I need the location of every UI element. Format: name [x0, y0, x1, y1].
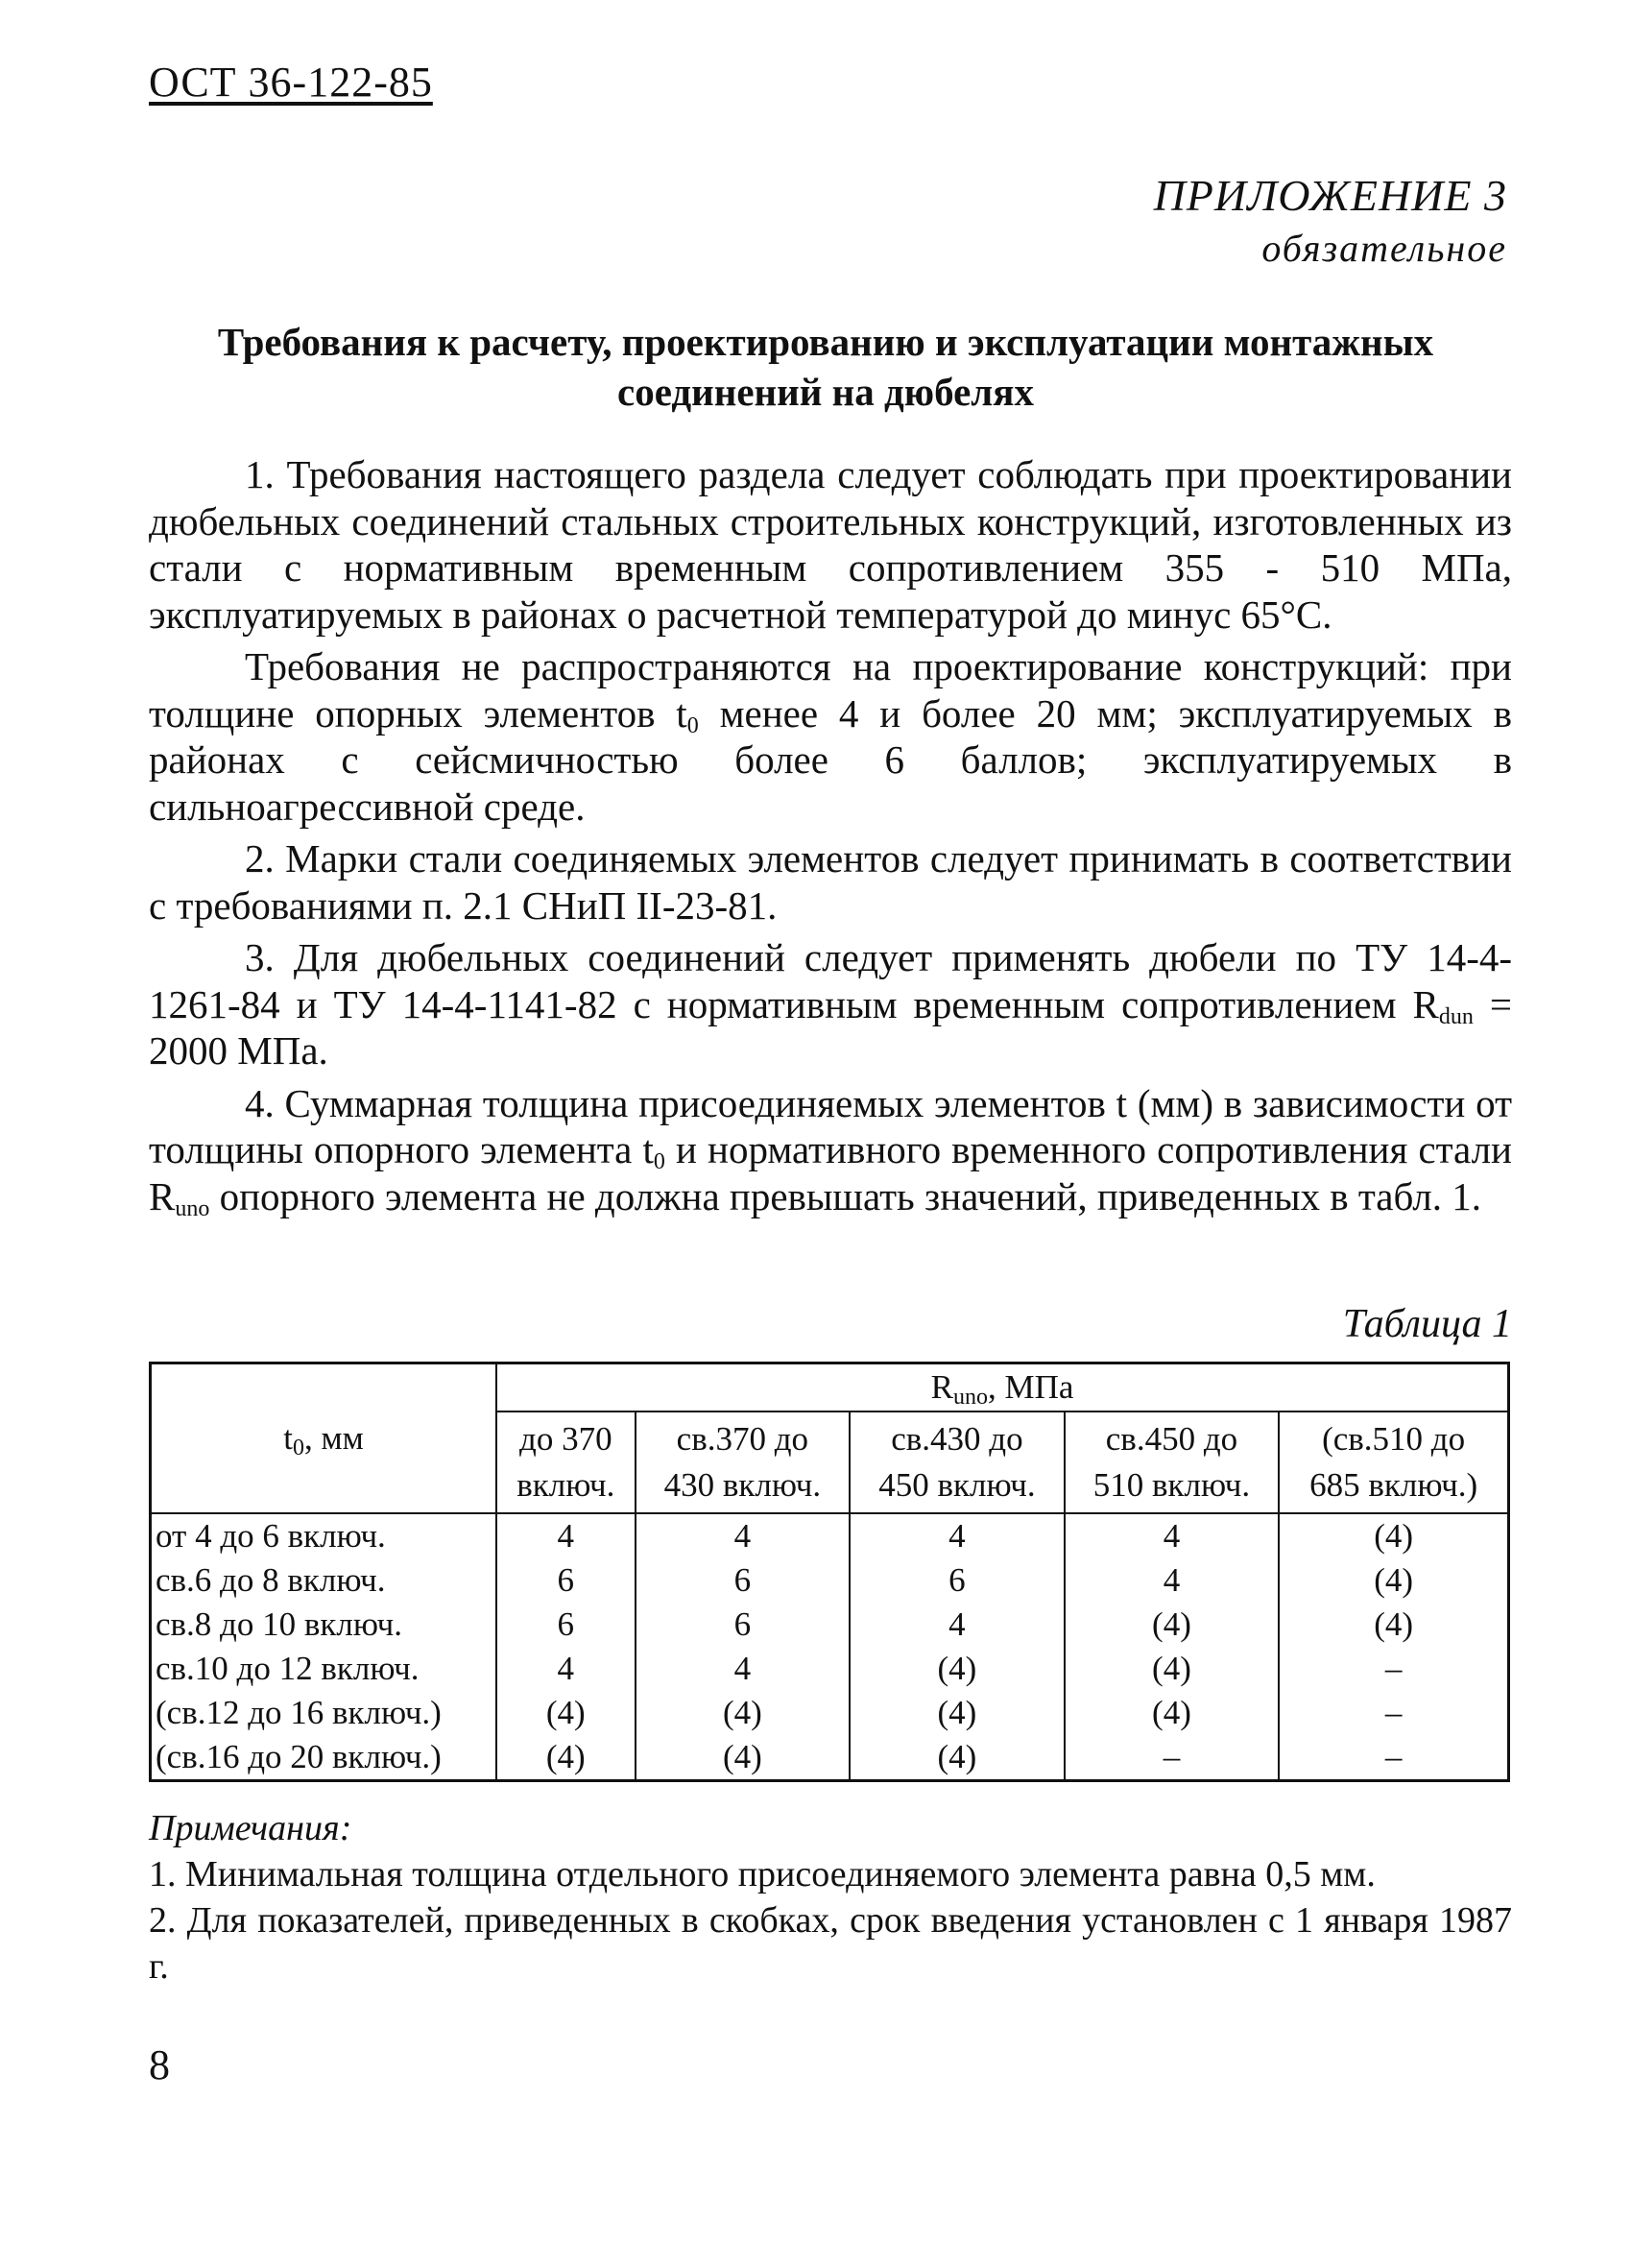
- data-table: [149, 1362, 1510, 1782]
- paragraph-2: [149, 643, 1512, 830]
- row-label: (св.16 до 20 включ.): [151, 1735, 497, 1781]
- appendix-title: ПРИЛОЖЕНИЕ 3: [1153, 171, 1507, 220]
- section-heading: [144, 317, 1507, 417]
- table-cell: 4: [636, 1647, 851, 1691]
- column-header-3: [850, 1411, 1065, 1513]
- table-cell: (4): [1279, 1558, 1508, 1603]
- appendix-subtitle: обязательное: [1261, 227, 1507, 270]
- table-cell: –: [1065, 1735, 1280, 1781]
- column-header-1-line-2: включ.: [516, 1466, 615, 1504]
- note-2: 2. Для показателей, приведенных в скобках, срок введения установлен с 1 января 1987 г.: [149, 1900, 1512, 1987]
- column-header-5: [1279, 1411, 1508, 1513]
- table-row: [151, 1603, 1509, 1647]
- paragraph-5: [149, 1080, 1512, 1220]
- table-cell: 4: [1065, 1513, 1280, 1558]
- table-cell: –: [1279, 1647, 1508, 1691]
- table-cell: 4: [496, 1647, 636, 1691]
- column-header-5-line-1: (св.510 до: [1322, 1420, 1466, 1458]
- column-header-1-line-1: до 370: [519, 1420, 612, 1458]
- paragraph-5-subscript-2: uno: [175, 1195, 210, 1221]
- table-cell: 6: [636, 1603, 851, 1647]
- paragraph-3: 2. Марки стали соединяемых элементов следует принимать в соответствии с требованиями п. 2.1 СНиП II-23-81.: [149, 836, 1512, 928]
- header-t0-unit: , мм: [303, 1419, 364, 1457]
- page-number: 8: [149, 2041, 170, 2088]
- table-cell: 4: [636, 1513, 851, 1558]
- table-cell: (4): [1065, 1691, 1280, 1735]
- paragraph-5-part-a: 4. Суммарная толщина присоединяемых элементов t (мм) в зависимости от толщины опорного элемента t: [149, 1080, 1512, 1171]
- header-runo-subscript: uno: [952, 1385, 988, 1410]
- table-cell: (4): [850, 1735, 1065, 1781]
- table-cell: 6: [496, 1558, 636, 1603]
- section-heading-line-2: соединений на дюбелях: [617, 370, 1034, 414]
- table-row: [151, 1513, 1509, 1558]
- notes-block: [149, 1805, 1512, 1990]
- table-row: [151, 1558, 1509, 1603]
- header-runo-group: [496, 1363, 1509, 1412]
- column-header-2-line-1: св.370 до: [676, 1420, 809, 1458]
- body-text: [149, 451, 1512, 1225]
- table-cell: 6: [636, 1558, 851, 1603]
- section-heading-line-1: Требования к расчету, проектированию и эксплуатации монтажных: [217, 320, 1434, 364]
- header-t0-symbol: t: [283, 1419, 293, 1457]
- row-label: св.10 до 12 включ.: [151, 1647, 497, 1691]
- table-cell: (4): [496, 1691, 636, 1735]
- table-cell: (4): [1279, 1603, 1508, 1647]
- table-cell: –: [1279, 1691, 1508, 1735]
- paragraph-2-part-b: менее 4 и более 20 мм; эксплуатируемых в районах с сейсмичностью более 6 баллов; эксплуатируемых в сильноагрессивной среде.: [149, 690, 1512, 829]
- table-cell: (4): [636, 1735, 851, 1781]
- row-label: св.6 до 8 включ.: [151, 1558, 497, 1603]
- appendix-block: [1154, 168, 1507, 274]
- table-caption: Таблица 1: [1342, 1302, 1512, 1346]
- table-cell: (4): [1065, 1603, 1280, 1647]
- table-cell: 4: [850, 1603, 1065, 1647]
- table-cell: (4): [636, 1691, 851, 1735]
- paragraph-4-part-b: = 2000 МПа.: [149, 981, 1513, 1073]
- paragraph-4-subscript: dun: [1438, 1003, 1474, 1029]
- column-header-4-line-2: 510 включ.: [1092, 1466, 1251, 1504]
- document-code: ОСТ 36-122-85: [149, 59, 433, 106]
- table-cell: 6: [496, 1603, 636, 1647]
- column-header-2: [636, 1411, 851, 1513]
- paragraph-2-part-a: Требования не распространяются на проектирование конструкций: при толщине опорных элементов t: [149, 644, 1512, 736]
- row-label: от 4 до 6 включ.: [151, 1513, 497, 1558]
- table-cell: 4: [1065, 1558, 1280, 1603]
- table-row: [151, 1691, 1509, 1735]
- paragraph-2-subscript: 0: [686, 712, 699, 738]
- paragraph-5-part-b: и нормативного временного сопротивления стали R: [149, 1127, 1512, 1218]
- header-t0-subscript: 0: [292, 1436, 304, 1460]
- row-label: (св.12 до 16 включ.): [151, 1691, 497, 1735]
- table-cell: (4): [1065, 1647, 1280, 1691]
- column-header-3-line-1: св.430 до: [891, 1420, 1023, 1458]
- column-header-5-line-2: 685 включ.): [1309, 1466, 1478, 1504]
- header-runo-unit: , МПа: [987, 1368, 1074, 1406]
- table-row: [151, 1647, 1509, 1691]
- column-header-1: [496, 1411, 636, 1513]
- paragraph-5-part-c: опорного элемента не должна превышать значений, приведенных в табл. 1.: [209, 1173, 1482, 1218]
- header-runo-symbol: R: [930, 1368, 953, 1406]
- table-cell: (4): [850, 1647, 1065, 1691]
- notes-title: Примечания:: [149, 1808, 352, 1848]
- row-label: св.8 до 10 включ.: [151, 1603, 497, 1647]
- table-row: [151, 1735, 1509, 1781]
- paragraph-1: 1. Требования настоящего раздела следует соблюдать при проектировании дюбельных соединений стальных строительных конструкций, изготовленных из стали с нормативным временным сопротивлением 355 - 510 МПа, эксплуатируемых в районах о расчетной температурой до минус 65°С.: [149, 452, 1512, 637]
- paragraph-4: [149, 934, 1512, 1074]
- paragraph-5-subscript-1: 0: [653, 1149, 665, 1174]
- column-header-2-line-2: 430 включ.: [663, 1466, 822, 1504]
- header-t0: [151, 1363, 497, 1514]
- column-header-3-line-2: 450 включ.: [878, 1466, 1036, 1504]
- column-header-4: [1065, 1411, 1280, 1513]
- table-cell: (4): [850, 1691, 1065, 1735]
- table-cell: (4): [1279, 1513, 1508, 1558]
- table-header-row-1: [151, 1363, 1509, 1412]
- table-cell: 4: [496, 1513, 636, 1558]
- paragraph-4-part-a: 3. Для дюбельных соединений следует применять дюбели по ТУ 14-4-1261-84 и ТУ 14-4-1141-82 с нормативным временным сопротивлением R: [149, 935, 1512, 1026]
- table-cell: –: [1279, 1735, 1508, 1781]
- table-cell: (4): [496, 1735, 636, 1781]
- column-header-4-line-1: св.450 до: [1105, 1420, 1238, 1458]
- note-1: 1. Минимальная толщина отдельного присоединяемого элемента равна 0,5 мм.: [149, 1854, 1376, 1894]
- table-cell: 4: [850, 1513, 1065, 1558]
- table-cell: 6: [850, 1558, 1065, 1603]
